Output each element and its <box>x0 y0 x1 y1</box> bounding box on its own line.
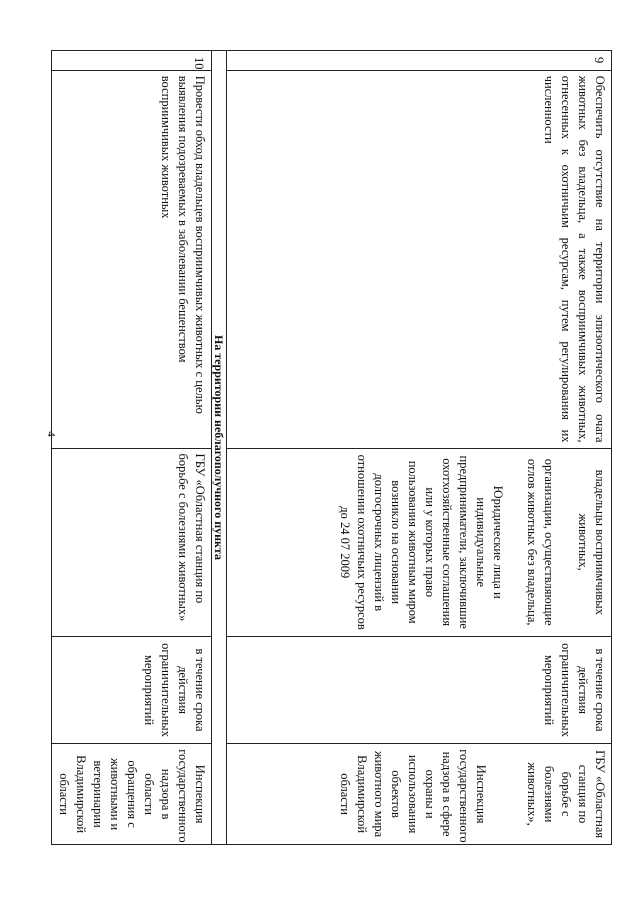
page-number: 4 <box>45 431 57 437</box>
control-cell <box>227 744 612 845</box>
row-number: 10 <box>52 51 212 71</box>
table-row <box>52 51 212 845</box>
control-inspection: Инспекция государственного надзора в сфере охраны и использования объектов животного мира Владимирской области <box>338 749 488 843</box>
measure-cell: Обеспечить отсутствие на территории эпизоотического очага животных без владельца, а также восприимчивых животных, отнесенных к охотничьим ресурсам, путем регулирования их численности <box>227 70 612 448</box>
deadline-cell: в течение срока действия ограничительных мероприятий <box>52 636 212 743</box>
responsible-cell: ГБУ «Областная станция по борьбе с болезнями животных» <box>52 448 212 636</box>
responsible-legal-entities: Юридические лица и индивидуальные предприниматели, заключившие охотхозяйственные соглашения или у которых право пользования животным миром возникло на основании долгосрочных лицензий в отношении охотничьих ресурсов до 24 07 2009 <box>338 454 505 630</box>
rotated-table-container <box>57 50 612 845</box>
table-row <box>227 51 612 845</box>
control-cell: Инспекция государственного надзора в области обращения с животными и ветеринарии Владимирской области <box>52 744 212 845</box>
control-station: ГБУ «Областная станция по борьбе с болезнями животных», <box>525 750 607 839</box>
section-title: На территории неблагополучного пункта <box>212 51 227 845</box>
measure-cell: Провести обход владельцев восприимчивых животных с целью выявления подозреваемых в заболевании бешенством восприимчивых животных <box>52 70 212 448</box>
measures-table <box>51 50 612 845</box>
responsible-cell <box>227 448 612 636</box>
row-number: 9 <box>227 51 612 71</box>
responsible-owners: владельцы восприимчивых животных, <box>576 469 607 615</box>
section-header-row <box>212 51 227 845</box>
deadline-cell: в течение срока действия ограничительных мероприятий <box>227 636 612 743</box>
responsible-organizations: организации, осуществляющие отлов животных без владельца, <box>525 458 556 626</box>
